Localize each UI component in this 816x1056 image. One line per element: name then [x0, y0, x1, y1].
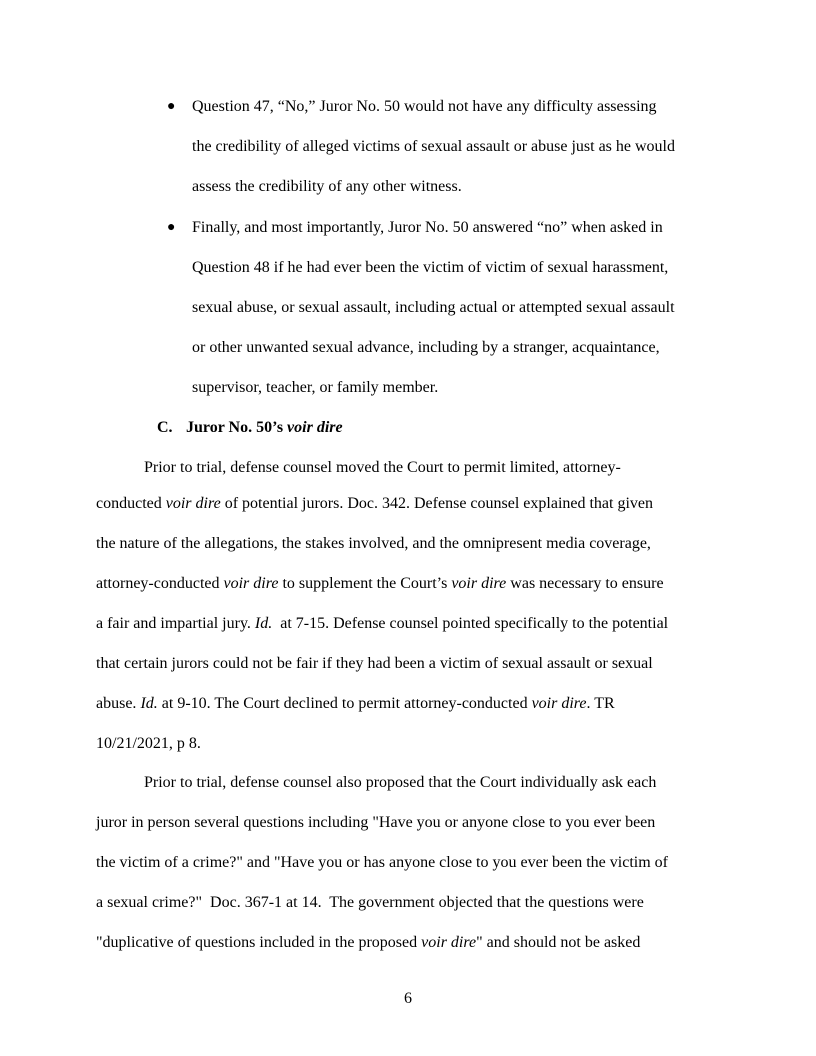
- section-heading: [157, 418, 343, 438]
- paragraph-1-line-8: 10/21/2021, p 8.: [96, 735, 201, 752]
- text-span: conducted: [96, 495, 166, 512]
- paragraph-1-line-6: that certain jurors could not be fair if they had been a victim of sexual assault or sexual: [96, 655, 653, 672]
- paragraph-2-line-5: [96, 933, 640, 953]
- bullet-marker: ●: [167, 99, 176, 114]
- text-span: "duplicative of questions included in the proposed: [96, 934, 422, 951]
- text-span: was necessary to ensure: [506, 575, 664, 592]
- italic-span: voir dire: [223, 575, 279, 592]
- text-span: " and should not be asked: [476, 934, 641, 951]
- text-span: attorney-conducted: [96, 575, 224, 592]
- italic-span: voir dire: [531, 695, 587, 712]
- text-span: of potential jurors. Doc. 342. Defense counsel explained that given: [220, 495, 654, 512]
- italic-span: Id.: [140, 695, 158, 712]
- text-span: at 7-15. Defense counsel pointed specifically to the potential: [272, 615, 669, 632]
- section-title: Juror No. 50’s: [186, 419, 288, 436]
- text-span: to supplement the Court’s: [278, 575, 452, 592]
- bullet-2-line-5: supervisor, teacher, or family member.: [192, 379, 439, 396]
- paragraph-1-line-1: Prior to trial, defense counsel moved the Court to permit limited, attorney-: [144, 459, 621, 476]
- section-letter: C.: [157, 419, 173, 436]
- bullet-2-line-4: or other unwanted sexual advance, including by a stranger, acquaintance,: [192, 339, 660, 356]
- bullet-2-line-2: Question 48 if he had ever been the victim of victim of sexual harassment,: [192, 259, 669, 276]
- text-span: . TR: [586, 695, 615, 712]
- bullet-2-line-3: sexual abuse, or sexual assault, including actual or attempted sexual assault: [192, 299, 675, 316]
- paragraph-1-line-2: [96, 494, 653, 514]
- section-title-italic: voir dire: [287, 419, 343, 436]
- paragraph-1-line-4: [96, 574, 664, 594]
- bullet-2-line-1: Finally, and most importantly, Juror No. 50 answered “no” when asked in: [192, 219, 663, 236]
- paragraph-2-line-1: Prior to trial, defense counsel also proposed that the Court individually ask each: [144, 774, 657, 791]
- paragraph-2-line-2: juror in person several questions including "Have you or anyone close to you ever been: [96, 814, 656, 831]
- italic-span: Id.: [254, 615, 273, 632]
- paragraph-2-line-4: a sexual crime?" Doc. 367-1 at 14. The government objected that the questions were: [96, 894, 644, 911]
- paragraph-1-line-5: [96, 614, 668, 634]
- text-span: abuse.: [96, 695, 141, 712]
- bullet-1-line-3: assess the credibility of any other witness.: [192, 178, 462, 195]
- paragraph-2-line-3: the victim of a crime?" and "Have you or has anyone close to you ever been the victim of: [96, 854, 668, 871]
- paragraph-1-line-7: [96, 694, 615, 714]
- italic-span: voir dire: [421, 934, 477, 951]
- italic-span: voir dire: [165, 495, 221, 512]
- bullet-marker: ●: [167, 220, 176, 235]
- paragraph-1-line-3: the nature of the allegations, the stakes involved, and the omnipresent media coverage,: [96, 535, 651, 552]
- text-span: a fair and impartial jury.: [96, 615, 255, 632]
- italic-span: voir dire: [451, 575, 507, 592]
- bullet-1-line-2: the credibility of alleged victims of sexual assault or abuse just as he would: [192, 138, 675, 155]
- page-number: 6: [404, 990, 412, 1007]
- text-span: at 9-10. The Court declined to permit attorney-conducted: [157, 695, 532, 712]
- bullet-1-line-1: Question 47, “No,” Juror No. 50 would not have any difficulty assessing: [192, 98, 657, 115]
